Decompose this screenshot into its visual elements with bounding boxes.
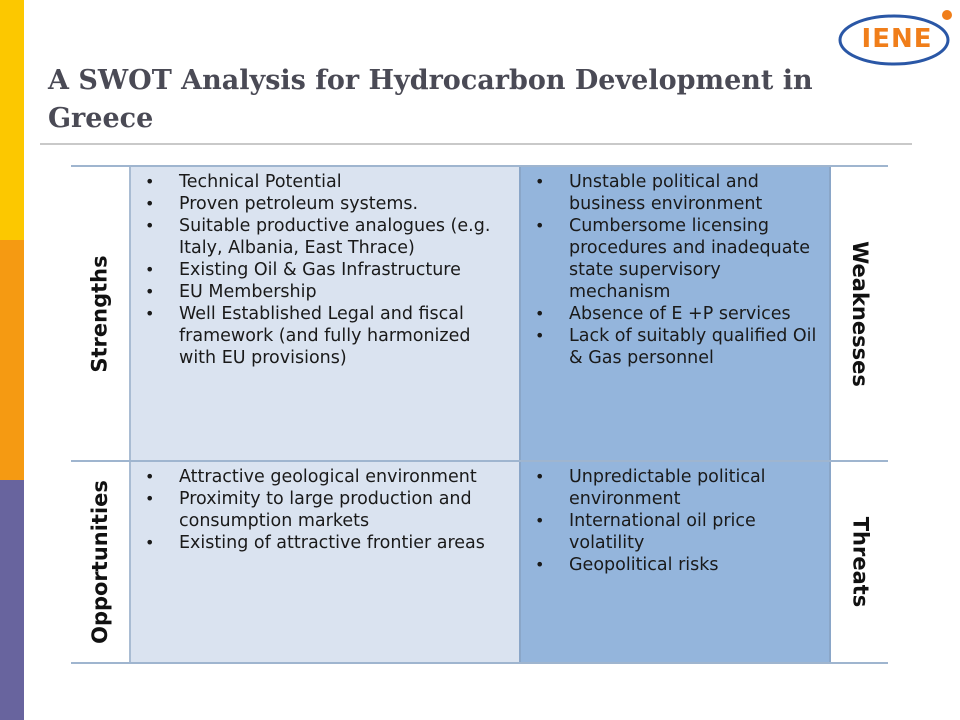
accent-stripe-middle [0,240,24,480]
list-item: • EU Membership [145,281,509,303]
opportunities-list [145,466,509,554]
swot-grid [71,165,888,664]
weaknesses-cell [521,167,831,460]
list-item: • Technical Potential [145,171,509,193]
list-item: • Proven petroleum systems. [145,193,509,215]
list-item: • Geopolitical risks [535,554,819,576]
iene-logo [836,6,954,70]
list-item: • International oil price volatility [535,510,819,554]
weaknesses-label [831,167,889,460]
opportunities-label-text: Opportunities [88,480,113,644]
accent-stripe-top [0,0,24,240]
weaknesses-list [535,171,819,369]
list-item: • Unpredictable political environment [535,466,819,510]
list-item: • Attractive geological environment [145,466,509,488]
list-item: • Absence of E +P services [535,303,819,325]
logo-text: IENE [861,24,933,54]
accent-stripe-bottom [0,480,24,720]
list-item: • Unstable political and business environment [535,171,819,215]
threats-label-text: Threats [848,516,872,608]
strengths-list [145,171,509,369]
strengths-cell [129,167,521,460]
opportunities-label [71,462,129,662]
grid-line-bottom [71,662,888,664]
threats-list [535,466,819,576]
list-item: • Well Established Legal and fiscal framework (and fully harmonized with EU provisions) [145,303,509,369]
list-item: • Cumbersome licensing procedures and inadequate state supervisory mechanism [535,215,819,303]
list-item: • Existing Oil & Gas Infrastructure [145,259,509,281]
list-item: • Lack of suitably qualified Oil & Gas personnel [535,325,819,369]
opportunities-cell [129,462,521,662]
threats-cell [521,462,831,662]
slide-title: A SWOT Analysis for Hydrocarbon Development in Greece [48,65,813,134]
title-divider [40,143,912,145]
list-item: • Existing of attractive frontier areas [145,532,509,554]
list-item: • Proximity to large production and consumption markets [145,488,509,532]
weaknesses-label-text: Weaknesses [848,240,873,387]
strengths-label-text: Strengths [88,254,113,373]
strengths-label [71,167,129,460]
list-item: • Suitable productive analogues (e.g. Italy, Albania, East Thrace) [145,215,509,259]
threats-label [831,462,889,662]
